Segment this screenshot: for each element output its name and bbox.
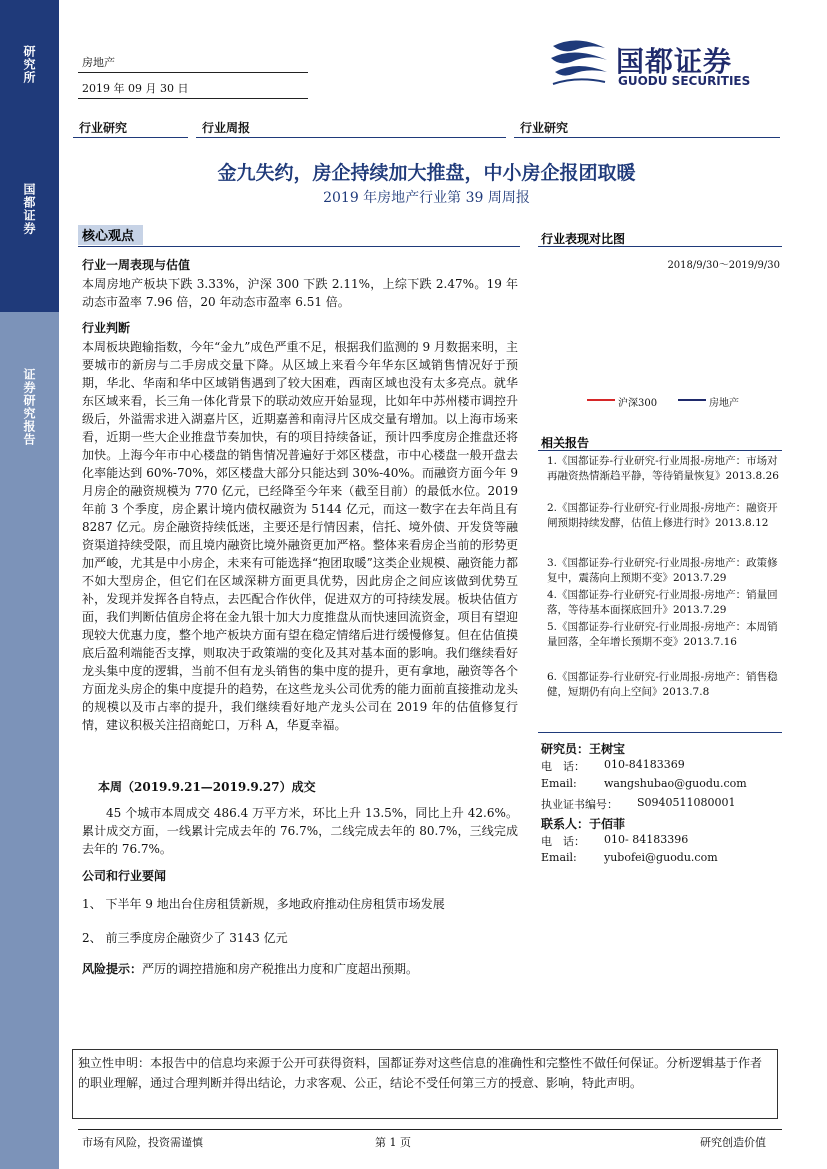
analyst-email[interactable]: wangshubao@guodu.com [604, 777, 747, 790]
report-date: 2019 年 09 月 30 日 [82, 82, 189, 95]
cert-label: 执业证书编号： [541, 798, 618, 811]
brand-logo-icon [547, 36, 613, 90]
related-report-item[interactable]: 6.《国都证券-行业研究-行业周报-房地产：销售稳健，短期仍有向上空间》2013.7.8 [547, 671, 778, 698]
tab-label: 行业周报 [202, 121, 251, 135]
chart-plot-area [540, 272, 780, 392]
disclaimer-text: 独立性申明：本报告中的信息均来源于公开可获得资料，国都证券对这些信息的准确性和完整性不做任何保证。分析逻辑基于作者的职业理解，通过合理判断并得出结论，力求客观、公正，结论不受任何第三方的授意、影响，特此声明。 [78, 1056, 763, 1090]
analyst-row [541, 740, 625, 757]
brand-name-en: GUODU SECURITIES [618, 74, 751, 88]
legend-label-realestate: 房地产 [709, 398, 739, 409]
related-report-item[interactable]: 3.《国都证券-行业研究-行业周报-房地产：政策修复中，震荡向上预期不变》2013.7.29 [547, 557, 778, 584]
tab-label: 行业研究 [520, 121, 569, 135]
risk-note [82, 960, 518, 978]
chart-title: 行业表现对比图 [541, 232, 626, 246]
footer-slogan: 研究创造价值 [700, 1136, 766, 1149]
risk-label: 风险提示： [82, 962, 143, 976]
legend-swatch-hs300 [587, 399, 615, 401]
contact-name: 于佰菲 [589, 817, 626, 831]
analyst-label: 研究员： [541, 742, 590, 756]
tab-industry-research [73, 120, 188, 138]
brand-name-cn: 国都证券 [616, 45, 733, 78]
contact-tel: 010- 84183396 [604, 833, 689, 846]
header-divider [78, 72, 308, 73]
related-title: 相关报告 [541, 436, 590, 450]
chart-date-range: 2018/9/30～2019/9/30 [667, 260, 780, 271]
news-item: 2、 前三季度房企融资少了 3143 亿元 [82, 931, 288, 945]
legend-label-hs300: 沪深300 [618, 398, 658, 409]
footer-risk-note: 市场有风险，投资需谨慎 [82, 1136, 203, 1149]
core-view-box [78, 225, 143, 245]
sidebar-label-research: 研究所 [22, 45, 36, 84]
footer-divider [78, 1129, 782, 1130]
core-view-divider [78, 246, 520, 247]
contact-label: 联系人： [541, 817, 590, 831]
core-view-label: 核心观点 [82, 229, 135, 244]
page-subtitle: 2019 年房地产行业第 39 周周报 [323, 190, 530, 206]
weekly-deal-text: 45 个城市本周成交 486.4 万平方米，环比上升 13.5%，同比上升 42.6%。累计成交方面，一线累计完成去年的 76.7%，二线完成去年的 80.7%，三线完成去年的 76.7%。 [82, 806, 518, 856]
contacts-divider [538, 732, 782, 733]
chart-title-divider [538, 246, 782, 247]
related-divider [538, 450, 782, 451]
risk-text: 严厉的调控措施和房产税推出力度和广度超出预期。 [142, 962, 419, 976]
related-report-item[interactable]: 1.《国都证券-行业研究-行业周报-房地产：市场对再融资热情渐趋平静，等待销量恢复》2013.8.26 [547, 455, 779, 482]
contact-row [541, 815, 625, 832]
judgement-text: 本周板块跑输指数，今年“金九”成色严重不足，根据我们监测的 9 月数据来明，主要城市的新房与二手房成交量下降。从区域上来看今年华东区域销售情况好于预期，华北、华南和华中区域销售遇到了较大困难，西南区域也没有太多亮点。就华东区域来看，长三角一体化背景下的联动效应开始显现，比如年中苏州楼市调控升级后，外溢需求进入湖嘉片区，近期嘉善和南浔片区成交量有增加。以上海市场来看，近期一些大企业推盘节奏加快，有的项目持续备证，预计四季度房企推盘还将加快。上海今年市中心楼盘的销售情况普遍好于郊区楼盘，市中心楼盘一般开盘去化率能达到 60%-70%，郊区楼盘大部分只能达到 30%-40%。而融资方面今年 9 月房企的融资规模为 770 亿元，已经降至今年来（截至目前）的最低水位。2019 年前 3 个季度，房企累计境内债权融资为 5144 亿元，而这一数字在去年尚且有 8287 亿元。房企融资持续低迷，主要还是行情因素，信托、境外债、开发贷等融资渠道持续受限，而且境内融资比境外融资更加严格。整体来看房企当前的形势更加严峻，尤其是中小房企，未来有可能选择“抱团取暖”这类企业规模、融资能力都不如大型房企，但它们在区域深耕方面更具优势，因此房企之间应该做到优势互补，发现并发挥各自特点，去匹配合作伙伴，促进双方的可持续发展。板块估值方面，我们判断估值房企将在金九银十加大力度推盘从而快速回流资金，项目有望迎现较大优惠力度，整个地产板块方面有望在稳定情绪后进行缓慢修复。但在估值摸底后盈利端能否支撑，则取决于政策端的变化及其对基本面的影响。我们继续看好龙头集中度的逻辑，当前不但有龙头销售的集中度的提升，更有拿地，融资等各个方面龙头房企的集中度提升的趋势，在这些龙头公司优秀的能力面前直接推动龙头的规模以及市占率的提升，我们继续看好地产龙头公司在 2019 年的估值修复行情，建议积极关注招商蛇口，万科 A，华夏幸福。 [82, 340, 518, 732]
sidebar-label-report: 证券研究报告 [22, 368, 36, 446]
contact-email-label: Email: [541, 851, 577, 864]
page-title: 金九失约，房企持续加大推盘，中小房企报团取暖 [217, 162, 636, 184]
tab-industry-research-right [514, 120, 780, 138]
judgement-title: 行业判断 [82, 321, 131, 335]
tab-weekly-report [196, 120, 506, 138]
header-divider-2 [78, 98, 308, 99]
contact-email[interactable]: yubofei@guodu.com [604, 851, 718, 864]
related-report-item[interactable]: 4.《国都证券-行业研究-行业周报-房地产：销量回落，等待基本面探底回升》2013.7.29 [547, 589, 778, 616]
related-report-item[interactable]: 2.《国都证券-行业研究-行业周报-房地产：融资开闸预期持续发酵，估值上修进行时》2013.8.12 [547, 502, 778, 529]
contact-tel-label: 电 话： [541, 835, 585, 848]
analyst-email-label: Email: [541, 777, 577, 790]
disclaimer-box [72, 1049, 778, 1119]
tab-label: 行业研究 [79, 121, 128, 135]
footer-page-number: 第 1 页 [375, 1136, 411, 1149]
cert-number: S0940511080001 [637, 796, 736, 809]
news-item: 1、 下半年 9 地出台住房租赁新规，多地政府推动住房租赁市场发展 [82, 897, 445, 911]
category-label: 房地产 [82, 56, 115, 69]
related-report-item[interactable]: 5.《国都证券-行业研究-行业周报-房地产：本周销量回落，全年增长预期不变》2013.7.16 [547, 621, 778, 648]
news-title: 公司和行业要闻 [82, 869, 167, 883]
legend-swatch-realestate [678, 399, 706, 401]
week-perf-text: 本周房地产板块下跌 3.33%，沪深 300 下跌 2.11%，上综下跌 2.47%。19 年动态市盈率 7.96 倍，20 年动态市盈率 6.51 倍。 [82, 277, 518, 309]
analyst-tel: 010-84183369 [604, 758, 685, 771]
analyst-name: 王树宝 [589, 742, 626, 756]
weekly-deal-title: 本周（2019.9.21—2019.9.27）成交 [98, 780, 316, 794]
week-perf-title: 行业一周表现与估值 [82, 258, 191, 272]
sidebar-label-brand: 国都证券 [22, 183, 36, 235]
analyst-tel-label: 电 话： [541, 760, 585, 773]
